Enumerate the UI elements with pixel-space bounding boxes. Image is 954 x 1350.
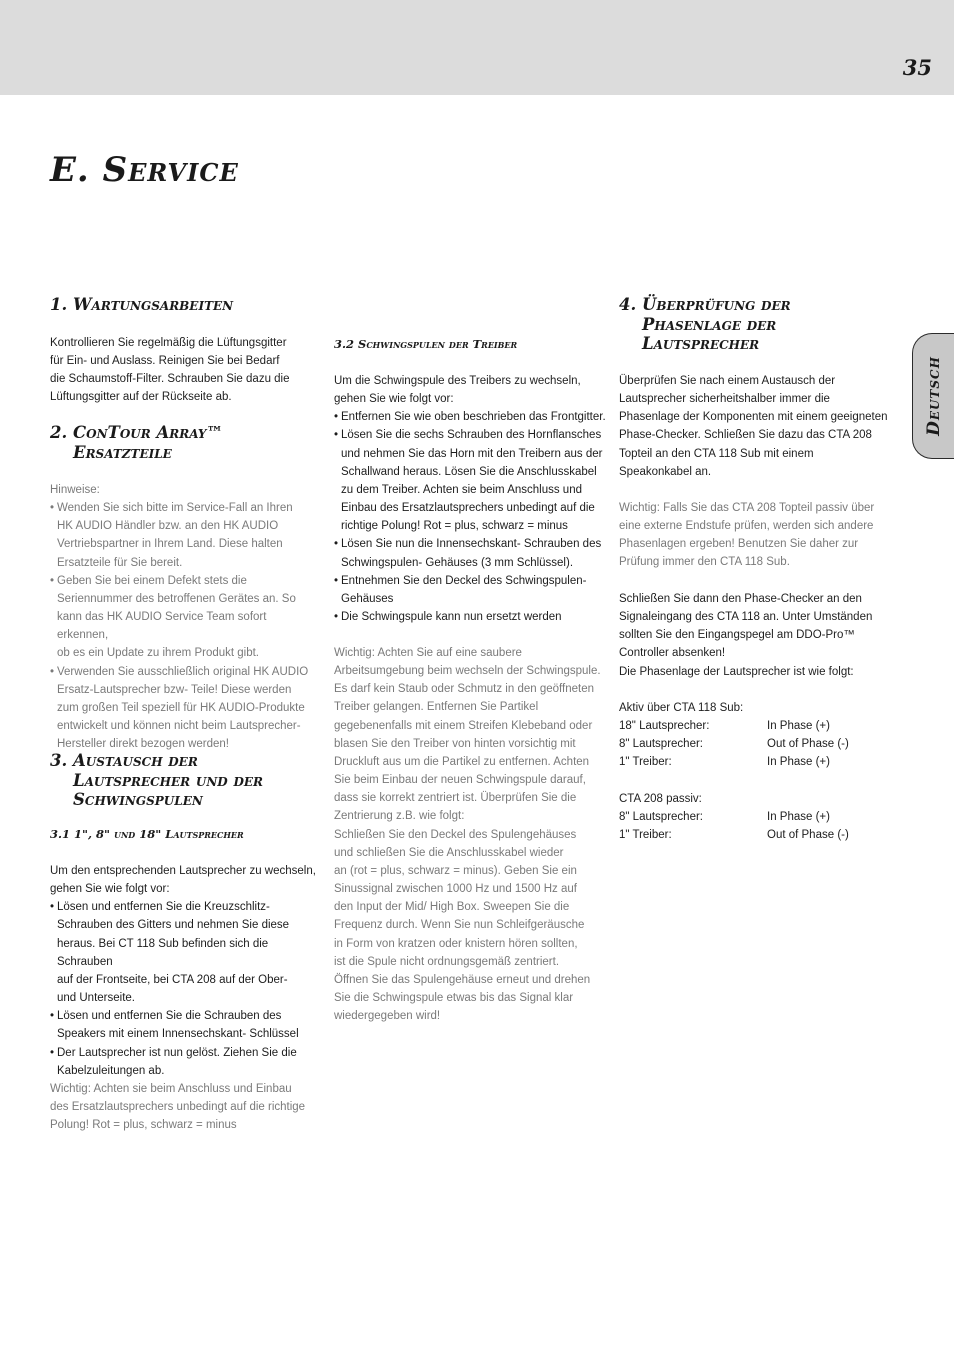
phase-component: 18" Lautsprecher: [619,720,710,733]
text-line: Seriennummer des betroffenen Gerätes an. So [57,592,296,605]
phase-value: Out of Phase (-) [767,829,849,842]
text-line: Prüfung immer den CTA 118 Sub. [619,556,790,569]
section-3-1-body [50,862,320,1080]
text-line: • Die Schwingspule kann nun ersetzt werden [341,611,562,624]
text-line: Öffnen Sie das Spulengehäuse erneut und drehen [334,973,591,986]
text-line: an (rot = plus, schwarz = minus). Geben Sie ein [334,864,577,877]
text-line: Polung! Rot = plus, schwarz = minus [50,1119,237,1132]
text-line: HK AUDIO Händler bzw. an den HK AUDIO [57,520,279,533]
text-line: • Wenden Sie sich bitte im Service-Fall an Ihren [57,502,293,515]
text-line: Speakers mit einem Innensechskant- Schlüssel [57,1028,299,1041]
section-3-2-body [334,372,606,626]
text-line: Ersatz-Lautsprecher bzw- Teile! Diese werden [57,683,292,696]
phase-value: In Phase (+) [767,756,830,769]
text-line: • Lösen Sie nun die Innensechskant- Schrauben des [341,538,602,551]
text-line: Hersteller direkt bezogen werden! [57,738,229,751]
section-3-title-line: Lautsprecher und der [73,770,263,790]
list-item [50,1007,320,1043]
text-line: Druckluft aus um die Partikel zu entfernen. Achten [334,755,590,768]
list-item [50,1044,320,1080]
section-3-1-subheading [50,826,320,842]
phase-value: Out of Phase (-) [767,738,849,751]
section-2-title-line: ConTour Array™ [73,423,223,442]
text-line: Schließen Sie dann den Phase-Checker an den [619,593,862,605]
section-3-heading [50,751,320,810]
text-line: Um die Schwingspule des Treibers zu wechseln, [334,375,581,387]
phase-table-passive [619,790,891,844]
subsection-title: 3.2 Schwingspulen der Treiber [334,337,518,351]
section-2-number: 2. [50,423,68,442]
section-4-heading [619,295,891,354]
text-line: • Lösen und entfernen Sie die Schrauben des [57,1010,282,1023]
text-line: Es darf kein Staub oder Schmutz in den geöffneten [334,683,594,696]
phase-component: 1" Treiber: [619,756,672,769]
text-line: dass sie korrekt zentriert ist. Überprüfen Sie die [334,792,577,805]
text-line: Sinussignal zwischen 1000 Hz und 1500 Hz auf [334,883,577,896]
text-line: Controller absenken! [619,647,726,660]
text-line: Einbau des Ersatzlautsprechers unbedingt auf die [341,502,595,515]
section-4-title-line: Phasenlage der [642,314,777,334]
list-item [334,572,606,608]
text-line: Lüftungsgitter auf der Rückseite ab. [50,391,232,404]
text-line: Schrauben des Gitters und nehmen Sie diese [57,919,290,932]
text-line: Sie beim Einbau der neuen Schwingspule darauf, [334,774,586,787]
phase-row [619,717,891,735]
text-line: des Ersatzlautsprechers unbedingt auf die richtige [50,1101,306,1114]
section-3-1-note [50,1080,320,1134]
text-line: Wichtig: Achten Sie auf eine saubere [334,647,522,659]
text-line: heraus. Bei CT 118 Sub befinden sich die Schrauben [57,937,269,968]
text-line: Schließen Sie den Deckel des Spulengehäuses [334,828,577,841]
section-2-title-line: Ersatzteile [73,442,172,462]
text-line: • Entfernen Sie wie oben beschrieben das Frontgitter. [341,411,606,424]
text-line: die Schaumstoff-Filter. Schrauben Sie dazu die [50,373,290,386]
phase-component: 8" Lautsprecher: [619,738,703,751]
section-3-2-note [334,644,606,1025]
text-line: eine externe Endstufe prüfen, werden sich andere [619,520,874,533]
phase-table-heading: Aktiv über CTA 118 Sub: [619,702,744,714]
text-line: blasen Sie den Treiber von hinten vorsichtig mit [334,737,576,750]
list-item [334,408,606,426]
phase-component: 1" Treiber: [619,829,672,842]
text-line: und nehmen Sie das Horn mit den Treibern aus der [341,447,603,460]
text-line: kann das HK AUDIO Service Team sofort erkennen, [57,611,267,642]
phase-value: In Phase (+) [767,720,830,733]
text-line: Vertriebspartner in Ihrem Land. Diese halten [57,538,283,551]
section-3-title-line: Austausch der [73,751,198,770]
text-line: gehen Sie wie folgt vor: [50,883,170,896]
text-line: Speakonkabel an. [619,465,712,478]
notes-label: Hinweise: [50,484,100,496]
text-line: Schwingspulen- Gehäuses (3 mm Schlüssel). [341,556,574,569]
text-line: Gehäuses [341,592,394,605]
phase-row [619,753,891,771]
section-4-title-line: Lautsprecher [642,334,760,353]
text-line: Kabelzuleitungen ab. [57,1064,165,1077]
text-line: für Ein- und Auslass. Reinigen Sie bei Bedarf [50,355,280,368]
text-line: in Form von kratzen oder knistern hören sollten, [334,937,578,950]
text-line: Topteil an den CTA 118 Sub mit einem [619,447,814,460]
text-line: Schallwand heraus. Lösen Sie die Anschlusskabel [341,465,597,478]
section-1-title: Wartungsarbeiten [73,295,234,314]
text-line: • Lösen und entfernen Sie die Kreuzschlitz- [57,901,270,914]
text-line: und Unterseite. [57,992,135,1005]
text-line: ist die Spule nicht ordnungsgemäß zentriert. [334,955,560,968]
section-1-heading [50,295,320,315]
text-line: Wichtig: Falls Sie das CTA 208 Topteil passiv über [619,502,875,514]
page-number: 35 [902,55,932,80]
header-band [0,0,954,95]
text-line: richtige Polung! Rot = plus, schwarz = minus [341,520,568,533]
section-4-title-line: Überprüfung der [642,295,791,314]
text-line: Die Phasenlage der Lautsprecher ist wie folgt: [619,665,854,678]
text-line: zum großen Teil speziell für HK AUDIO-Produkte [57,701,305,714]
section-1-number: 1. [50,295,68,314]
list-item [334,426,606,535]
language-tab[interactable] [912,333,954,459]
language-tab-label: Deutsch [923,356,944,436]
subsection-title: 3.1 1", 8" und 18" Lautsprecher [50,827,244,841]
text-line: Signaleingang des CTA 118 an. Unter Umständen [619,611,873,624]
section-3-2-subheading [334,336,606,352]
list-item [50,663,320,754]
phase-row [619,826,891,844]
text-line: Treiber gelangen. Entfernen Sie Partikel [334,701,539,714]
section-3-title-line: Schwingspulen [73,790,203,809]
text-line: gehen Sie wie folgt vor: [334,393,454,406]
text-line: Kontrollieren Sie regelmäßig die Lüftungsgitter [50,337,287,349]
phase-component: 8" Lautsprecher: [619,811,703,824]
list-item [334,608,606,626]
text-line: Sie die Schwingspule etwas bis das Signal klar [334,991,574,1004]
text-line: Phasenlage der Komponenten mit einem geeigneten [619,411,888,424]
list-item [50,572,320,663]
page-title: E. Service [50,150,239,190]
section-4-paragraph-1 [619,372,891,481]
text-line: Frequenz durch. Wenn Sie nun Schleifgeräusche [334,919,585,932]
phase-row [619,808,891,826]
text-line: gegebenenfalls mit einem Streifen Klebeband oder [334,719,593,732]
phase-value: In Phase (+) [767,811,830,824]
text-line: den Input der Mid/ High Box. Sweepen Sie die [334,901,570,914]
text-line: Wichtig: Achten sie beim Anschluss und Einbau [50,1083,292,1095]
section-3-number: 3. [50,751,68,770]
text-line: • Entnehmen Sie den Deckel des Schwingspulen- [341,574,587,587]
section-4-number: 4. [619,295,637,314]
section-1-paragraph [50,334,320,407]
section-2-heading [50,423,320,462]
section-4-paragraph-2 [619,590,891,681]
text-line: • Lösen Sie die sechs Schrauben des Hornflansches [341,429,602,442]
list-item [50,898,320,1007]
text-line: zu dem Treiber. Achten sie beim Anschluss und [341,483,582,496]
text-line: Arbeitsumgebung beim wechseln der Schwingspule. [334,665,601,678]
section-4-note [619,499,891,572]
text-line: • Verwenden Sie ausschließlich original HK AUDIO [57,665,309,678]
text-line: Phase-Checker. Schließen Sie dazu das CTA 208 [619,429,872,442]
text-line: Um den entsprechenden Lautsprecher zu wechseln, [50,865,316,877]
list-item [334,535,606,571]
text-line: entwickelt und können nicht beim Lautsprecher- [57,720,301,733]
text-line: Lautsprecher sicherheitshalber immer die [619,393,830,406]
list-item [50,499,320,572]
phase-table-active [619,699,891,772]
section-2-notes [50,481,320,753]
text-line: sollten Sie den Eingangspegel am DDO-Pro™ [619,629,855,642]
text-line: und schließen Sie die Anschlusskabel wieder [334,846,564,859]
text-line: Zentrierung z.B. wie folgt: [334,810,465,823]
text-line: • Geben Sie bei einem Defekt stets die [57,574,247,587]
text-line: Phasenlagen ergeben! Benutzen Sie daher zur [619,538,859,551]
phase-row [619,735,891,753]
text-line: Ersatzteile für Sie bereit. [57,556,183,569]
text-line: ob es ein Update zu ihrem Produkt gibt. [57,647,260,660]
text-line: auf der Frontseite, bei CTA 208 auf der Ober- [57,973,288,986]
phase-table-heading: CTA 208 passiv: [619,793,702,805]
text-line: • Der Lautsprecher ist nun gelöst. Ziehen Sie die [57,1046,297,1059]
text-line: wiedergegeben wird! [334,1010,441,1023]
text-line: Überprüfen Sie nach einem Austausch der [619,375,836,387]
